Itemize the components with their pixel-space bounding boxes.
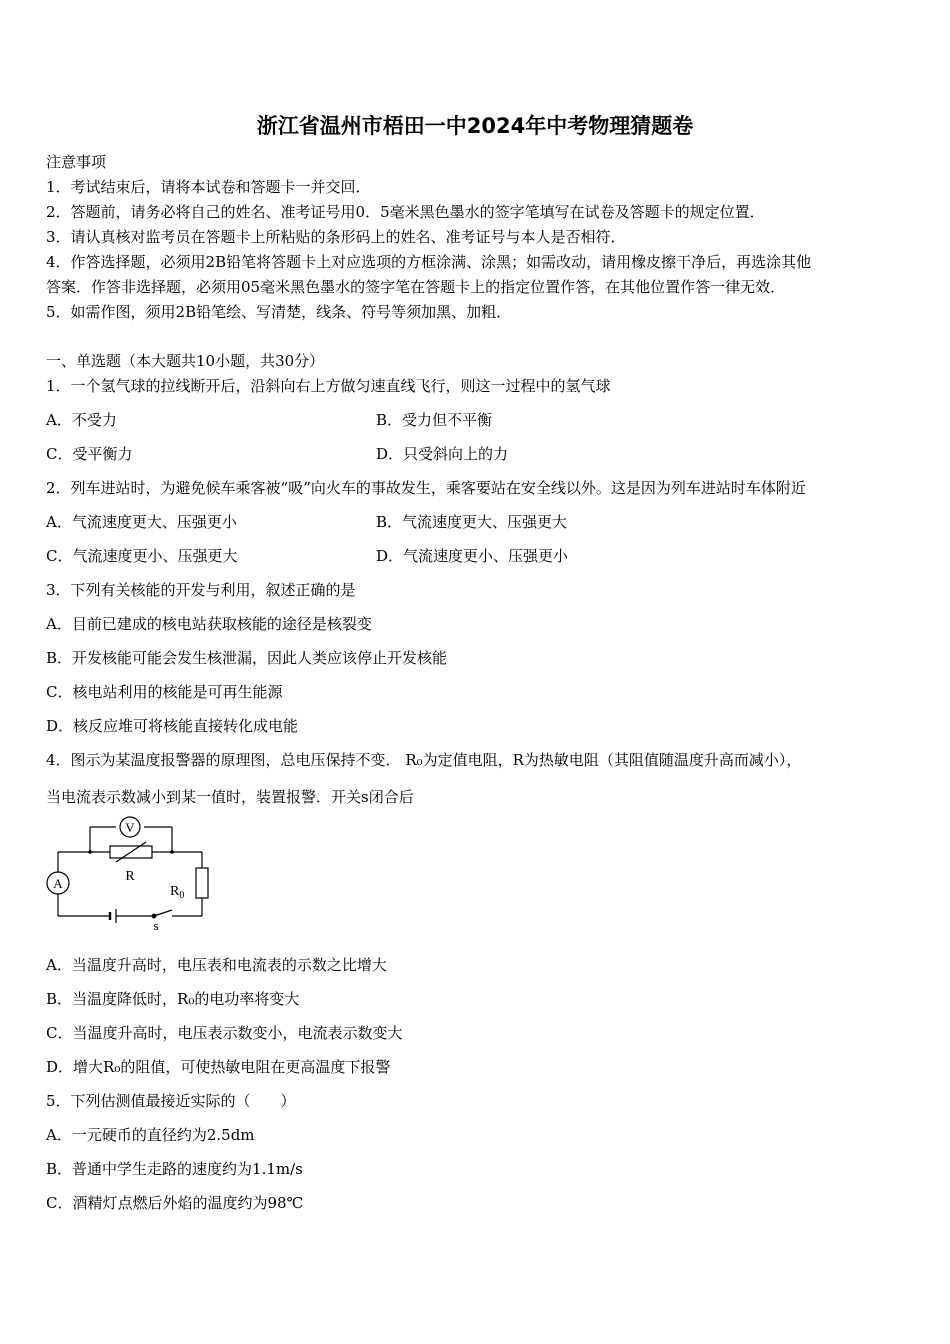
notice-item: 5．如需作图，须用2B铅笔绘、写清楚，线条、符号等须加黑、加粗． bbox=[46, 303, 512, 321]
section-heading: 一、单选题（本大题共10小题，共30分） bbox=[46, 352, 325, 370]
question-stem: 3．下列有关核能的开发与利用，叙述正确的是 bbox=[46, 581, 356, 599]
option-b: B．受力但不平衡 bbox=[376, 411, 493, 429]
switch-blade bbox=[154, 910, 172, 916]
option-a: A．不受力 bbox=[46, 411, 117, 429]
question-stem: 4．图示为某温度报警器的原理图，总电压保持不变． R₀为定值电阻，R为热敏电阻（其阻值随温度升高而减小）， bbox=[46, 751, 802, 769]
circuit-diagram bbox=[44, 812, 219, 932]
option-c: C．受平衡力 bbox=[46, 445, 133, 463]
resistor-r0-label: $R_0$ bbox=[170, 884, 185, 901]
option-d: D．气流速度更小、压强更小 bbox=[376, 547, 569, 565]
notice-item: 2．答题前，请务必将自己的姓名、准考证号用0．5毫米黑色墨水的签字笔填写在试卷及答题卡的规定位置． bbox=[46, 203, 765, 221]
question-stem: 2．列车进站时，为避免候车乘客被“吸”向火车的事故发生，乘客要站在安全线以外。这是因为列车进站时车体附近 bbox=[46, 479, 806, 497]
page-title: 浙江省温州市梧田一中2024年中考物理猜题卷 bbox=[256, 114, 694, 138]
resistor-r0-symbol bbox=[196, 868, 208, 898]
option-a: A．目前已建成的核电站获取核能的途径是核裂变 bbox=[46, 615, 372, 633]
question-stem-cont: 当电流表示数减小到某一值时，装置报警．开关s闭合后 bbox=[46, 788, 414, 806]
option-a: A．一元硬币的直径约为2.5dm bbox=[46, 1126, 255, 1144]
option-b: B．气流速度更大、压强更大 bbox=[376, 513, 568, 531]
option-d: D．只受斜向上的力 bbox=[376, 445, 509, 463]
question-stem: 1．一个氢气球的拉线断开后，沿斜向右上方做匀速直线飞行，则这一过程中的氢气球 bbox=[46, 377, 611, 395]
switch-label: s bbox=[153, 918, 159, 932]
notice-item: 3．请认真核对监考员在答题卡上所粘贴的条形码上的姓名、准考证号与本人是否相符． bbox=[46, 228, 626, 246]
thermistor-label: R bbox=[125, 869, 135, 884]
junction-dot bbox=[170, 850, 174, 854]
option-b: B．普通中学生走路的速度约为1.1m/s bbox=[46, 1160, 303, 1178]
option-c: C．核电站利用的核能是可再生能源 bbox=[46, 683, 283, 701]
option-b: B．开发核能可能会发生核泄漏，因此人类应该停止开发核能 bbox=[46, 649, 448, 667]
option-d: D．增大R₀的阻值，可使热敏电阻在更高温度下报警 bbox=[46, 1058, 391, 1076]
notice-item: 4．作答选择题，必须用2B铅笔将答题卡上对应选项的方框涂满、涂黑；如需改动，请用橡皮擦干净后，再选涂其他 bbox=[46, 253, 812, 271]
notice-item: 答案．作答非选择题，必须用05毫米黑色墨水的签字笔在答题卡上的指定位置作答，在其他位置作答一律无效． bbox=[46, 278, 786, 296]
option-d: D．核反应堆可将核能直接转化成电能 bbox=[46, 717, 299, 735]
option-a: A．当温度升高时，电压表和电流表的示数之比增大 bbox=[46, 956, 387, 974]
notice-heading: 注意事项 bbox=[46, 153, 107, 171]
option-a: A．气流速度更大、压强更小 bbox=[46, 513, 237, 531]
notice-item: 1．考试结束后，请将本试卷和答题卡一并交回． bbox=[46, 178, 371, 196]
option-b: B．当温度降低时，R₀的电功率将变大 bbox=[46, 990, 300, 1008]
ammeter-label: A bbox=[53, 876, 63, 891]
question-stem: 5．下列估测值最接近实际的（ ） bbox=[46, 1092, 296, 1110]
option-c: C．酒精灯点燃后外焰的温度约为98℃ bbox=[46, 1194, 304, 1212]
option-c: C．气流速度更小、压强更大 bbox=[46, 547, 238, 565]
thermistor-arrow bbox=[116, 842, 146, 862]
junction-dot bbox=[88, 850, 92, 854]
voltmeter-label: V bbox=[125, 820, 135, 835]
option-c: C．当温度升高时，电压表示数变小，电流表示数变大 bbox=[46, 1024, 403, 1042]
